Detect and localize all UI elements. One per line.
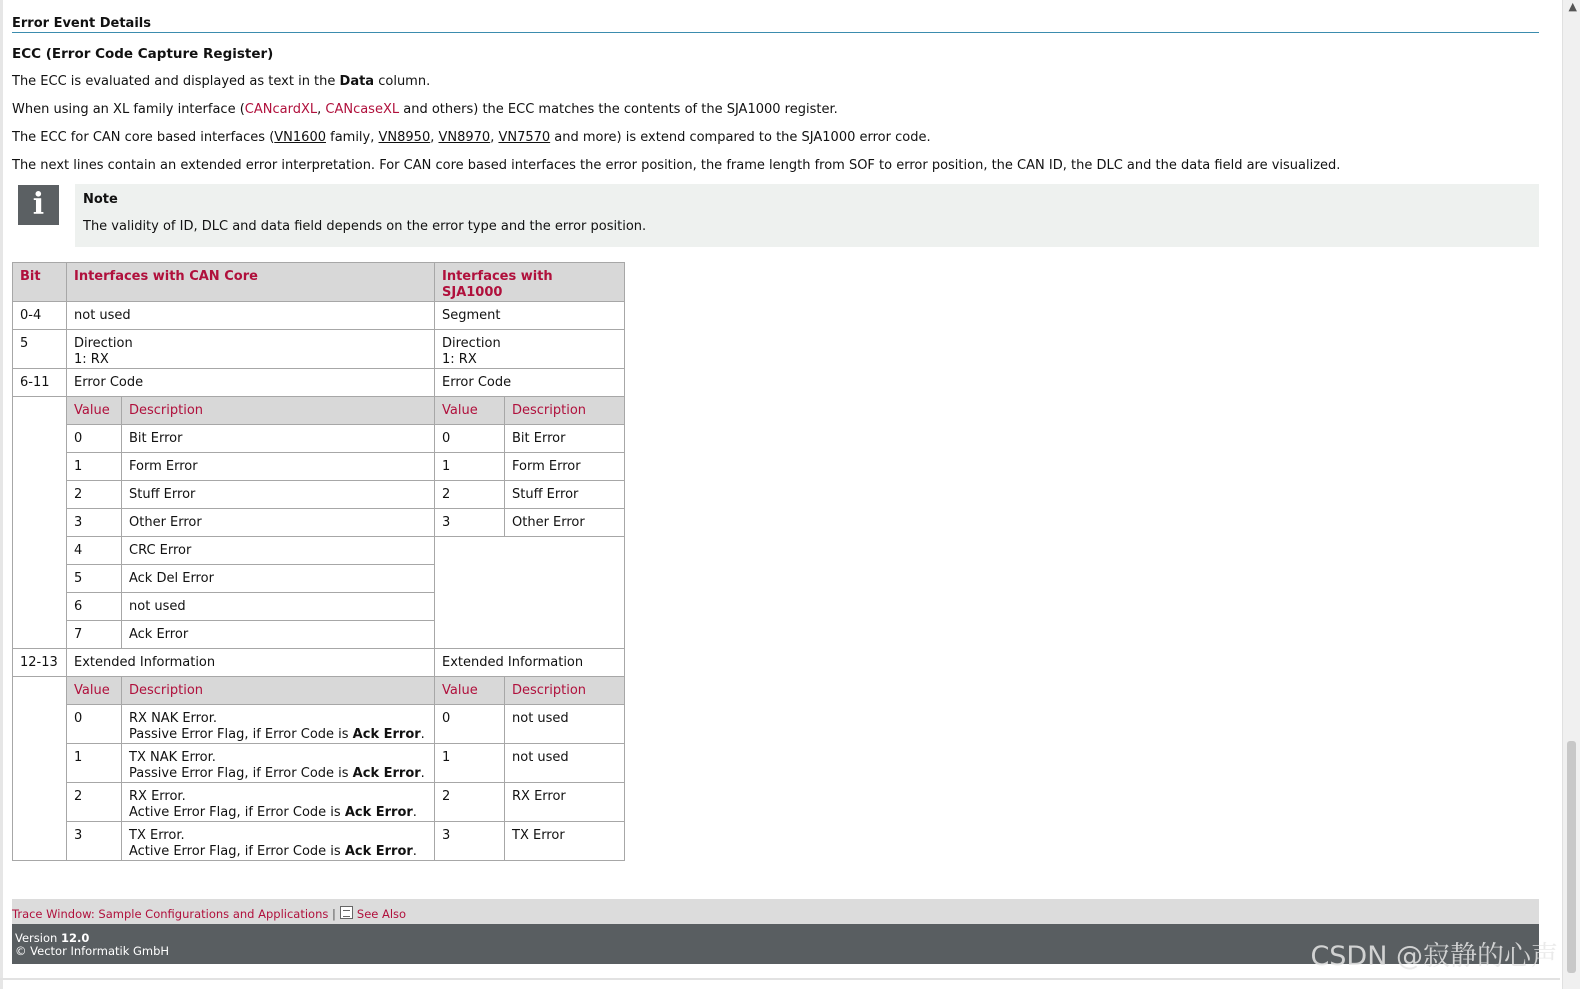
table-row — [13, 481, 625, 509]
value-cell: 2 — [67, 481, 122, 509]
value-cell: 4 — [67, 537, 122, 565]
bit-cell: 12-13 — [13, 649, 67, 677]
bottom-divider — [0, 978, 1560, 980]
value-cell: 7 — [67, 621, 122, 649]
desc-cell: RX Error — [505, 783, 625, 822]
subheader-value: Value — [67, 397, 122, 425]
table-row — [13, 330, 625, 369]
desc-period: . — [412, 805, 417, 820]
para3-comma: , — [490, 130, 499, 145]
desc-period: . — [412, 844, 417, 859]
bit-spacer — [13, 397, 67, 649]
para1-bold: Data — [339, 74, 375, 89]
value-cell: 0 — [435, 425, 505, 453]
value-cell: 6 — [67, 593, 122, 621]
desc-text: Passive Error Flag, if Error Code is — [129, 766, 353, 781]
bit-cell: 5 — [13, 330, 67, 369]
desc-cell: not used — [122, 593, 435, 621]
desc-cell: Stuff Error — [122, 481, 435, 509]
table-row — [13, 537, 625, 565]
core-cell — [67, 330, 435, 369]
link-trace-window-samples[interactable]: Trace Window: Sample Configurations and Applications — [12, 907, 329, 921]
core-cell: Error Code — [67, 369, 435, 397]
sja-empty-cell — [435, 537, 625, 649]
section-title: Error Event Details — [12, 0, 1539, 33]
desc-line: TX Error. — [129, 828, 185, 843]
para3-text-end: and more) is extend compared to the SJA1000 error code. — [550, 130, 931, 145]
footer-links-bar — [12, 899, 1539, 924]
link-vn1600[interactable]: VN1600 — [274, 130, 326, 145]
value-cell: 1 — [67, 744, 122, 783]
version-line — [15, 932, 1536, 945]
header-can-core: Interfaces with CAN Core — [67, 263, 435, 302]
note-title: Note — [83, 192, 118, 207]
link-cancasexl[interactable]: CANcaseXL — [325, 102, 400, 117]
desc-bold: Ack Error — [352, 727, 421, 742]
value-cell: 2 — [435, 481, 505, 509]
subheader-description: Description — [122, 677, 435, 705]
desc-line: RX NAK Error. — [129, 711, 217, 726]
para-next-lines: The next lines contain an extended error interpretation. For CAN core based interfaces the error position, the frame length from SOF to error position, the CAN ID, the DLC and the data field are visualized. — [12, 158, 1341, 173]
sja-cell: Error Code — [435, 369, 625, 397]
desc-text: Active Error Flag, if Error Code is — [129, 844, 345, 859]
desc-period: . — [420, 766, 425, 781]
desc-cell: CRC Error — [122, 537, 435, 565]
note-text: The validity of ID, DLC and data field depends on the error type and the error position. — [83, 219, 647, 234]
scroll-up-arrow-icon[interactable]: ▲ — [1568, 0, 1577, 13]
value-cell: 0 — [67, 425, 122, 453]
note-box — [75, 184, 1539, 247]
value-cell: 1 — [435, 453, 505, 481]
para-can-core — [12, 129, 1539, 146]
table-header-row — [13, 263, 625, 302]
subheader-description: Description — [505, 397, 625, 425]
desc-cell: not used — [505, 705, 625, 744]
value-cell: 2 — [67, 783, 122, 822]
desc-line — [129, 844, 427, 860]
table-row — [13, 649, 625, 677]
desc-bold: Ack Error — [344, 844, 413, 859]
core-direction-value: 1: RX — [74, 352, 109, 367]
para-ecc-evaluated — [12, 73, 1539, 90]
vertical-scrollbar[interactable] — [1562, 0, 1580, 989]
desc-cell: Other Error — [122, 509, 435, 537]
desc-cell: Bit Error — [122, 425, 435, 453]
bit-spacer — [13, 677, 67, 861]
value-cell: 3 — [435, 509, 505, 537]
value-cell: 3 — [435, 822, 505, 861]
desc-cell — [122, 705, 435, 744]
info-icon: i — [18, 185, 59, 225]
para1-text: The ECC is evaluated and displayed as text in the — [12, 74, 340, 89]
para3-text: The ECC for CAN core based interfaces ( — [12, 130, 275, 145]
para2-sep: , — [317, 102, 326, 117]
table-row — [13, 425, 625, 453]
subheader-description: Description — [122, 397, 435, 425]
desc-cell: Form Error — [505, 453, 625, 481]
ext-info-subheader-row — [13, 677, 625, 705]
desc-line: RX Error. — [129, 789, 186, 804]
core-cell: Extended Information — [67, 649, 435, 677]
para-xl-family — [12, 101, 1539, 118]
value-cell: 1 — [67, 453, 122, 481]
ecc-table — [12, 262, 625, 861]
desc-cell — [122, 744, 435, 783]
desc-cell: Form Error — [122, 453, 435, 481]
value-cell: 0 — [67, 705, 122, 744]
desc-cell: Ack Error — [122, 621, 435, 649]
scroll-thumb[interactable] — [1567, 741, 1576, 973]
table-row — [13, 369, 625, 397]
table-row — [13, 509, 625, 537]
link-vn8970[interactable]: VN8970 — [438, 130, 491, 145]
left-border — [0, 0, 3, 989]
footer-separator: | — [328, 907, 336, 921]
copyright: © Vector Informatik GmbH — [15, 944, 170, 958]
value-cell: 1 — [435, 744, 505, 783]
para2-text: When using an XL family interface ( — [12, 102, 245, 117]
desc-cell: Bit Error — [505, 425, 625, 453]
sub-title: ECC (Error Code Capture Register) — [12, 46, 274, 62]
desc-cell: TX Error — [505, 822, 625, 861]
subheader-value: Value — [435, 677, 505, 705]
table-row — [13, 302, 625, 330]
desc-cell: Other Error — [505, 509, 625, 537]
header-bit: Bit — [13, 263, 67, 302]
para3-mid: family, — [325, 130, 379, 145]
note-block — [12, 184, 1539, 247]
sja-direction: Direction — [442, 336, 501, 351]
sja-cell: Segment — [435, 302, 625, 330]
link-vn8950[interactable]: VN8950 — [378, 130, 431, 145]
sja-cell: Extended Information — [435, 649, 625, 677]
bit-cell: 0-4 — [13, 302, 67, 330]
value-cell: 3 — [67, 822, 122, 861]
sja-cell — [435, 330, 625, 369]
subheader-value: Value — [67, 677, 122, 705]
value-cell: 3 — [67, 509, 122, 537]
para1-text-end: column. — [374, 74, 431, 89]
bit-cell: 6-11 — [13, 369, 67, 397]
help-content — [12, 0, 1539, 247]
desc-bold: Ack Error — [352, 766, 421, 781]
value-cell: 0 — [435, 705, 505, 744]
core-cell: not used — [67, 302, 435, 330]
desc-line — [129, 727, 427, 743]
table-row — [13, 744, 625, 783]
desc-cell: Stuff Error — [505, 481, 625, 509]
value-cell: 2 — [435, 783, 505, 822]
desc-text: Passive Error Flag, if Error Code is — [129, 727, 353, 742]
version-number: 12.0 — [60, 931, 90, 945]
sja-direction-value: 1: RX — [442, 352, 477, 367]
version-label: Version — [15, 931, 61, 945]
desc-bold: Ack Error — [344, 805, 413, 820]
table-row — [13, 705, 625, 744]
link-vn7570[interactable]: VN7570 — [498, 130, 551, 145]
para3-comma: , — [430, 130, 439, 145]
value-cell: 5 — [67, 565, 122, 593]
desc-cell — [122, 822, 435, 861]
desc-text: Active Error Flag, if Error Code is — [129, 805, 345, 820]
para2-text-end: and others) the ECC matches the contents of the SJA1000 register. — [399, 102, 838, 117]
link-cancardxl[interactable]: CANcardXL — [244, 102, 318, 117]
error-code-subheader-row — [13, 397, 625, 425]
table-row — [13, 822, 625, 861]
desc-line: TX NAK Error. — [129, 750, 216, 765]
core-direction: Direction — [74, 336, 133, 351]
desc-cell: Ack Del Error — [122, 565, 435, 593]
desc-line — [129, 805, 427, 821]
link-see-also[interactable]: See Also — [356, 907, 407, 921]
table-row — [13, 783, 625, 822]
desc-line — [129, 766, 427, 782]
header-sja1000: Interfaces with SJA1000 — [435, 263, 625, 302]
subheader-value: Value — [435, 397, 505, 425]
subheader-description: Description — [505, 677, 625, 705]
desc-period: . — [420, 727, 425, 742]
csdn-watermark: CSDN @寂静的心声 — [1310, 941, 1558, 972]
table-row — [13, 453, 625, 481]
desc-cell: not used — [505, 744, 625, 783]
desc-cell — [122, 783, 435, 822]
see-also-book-icon[interactable] — [340, 906, 353, 919]
